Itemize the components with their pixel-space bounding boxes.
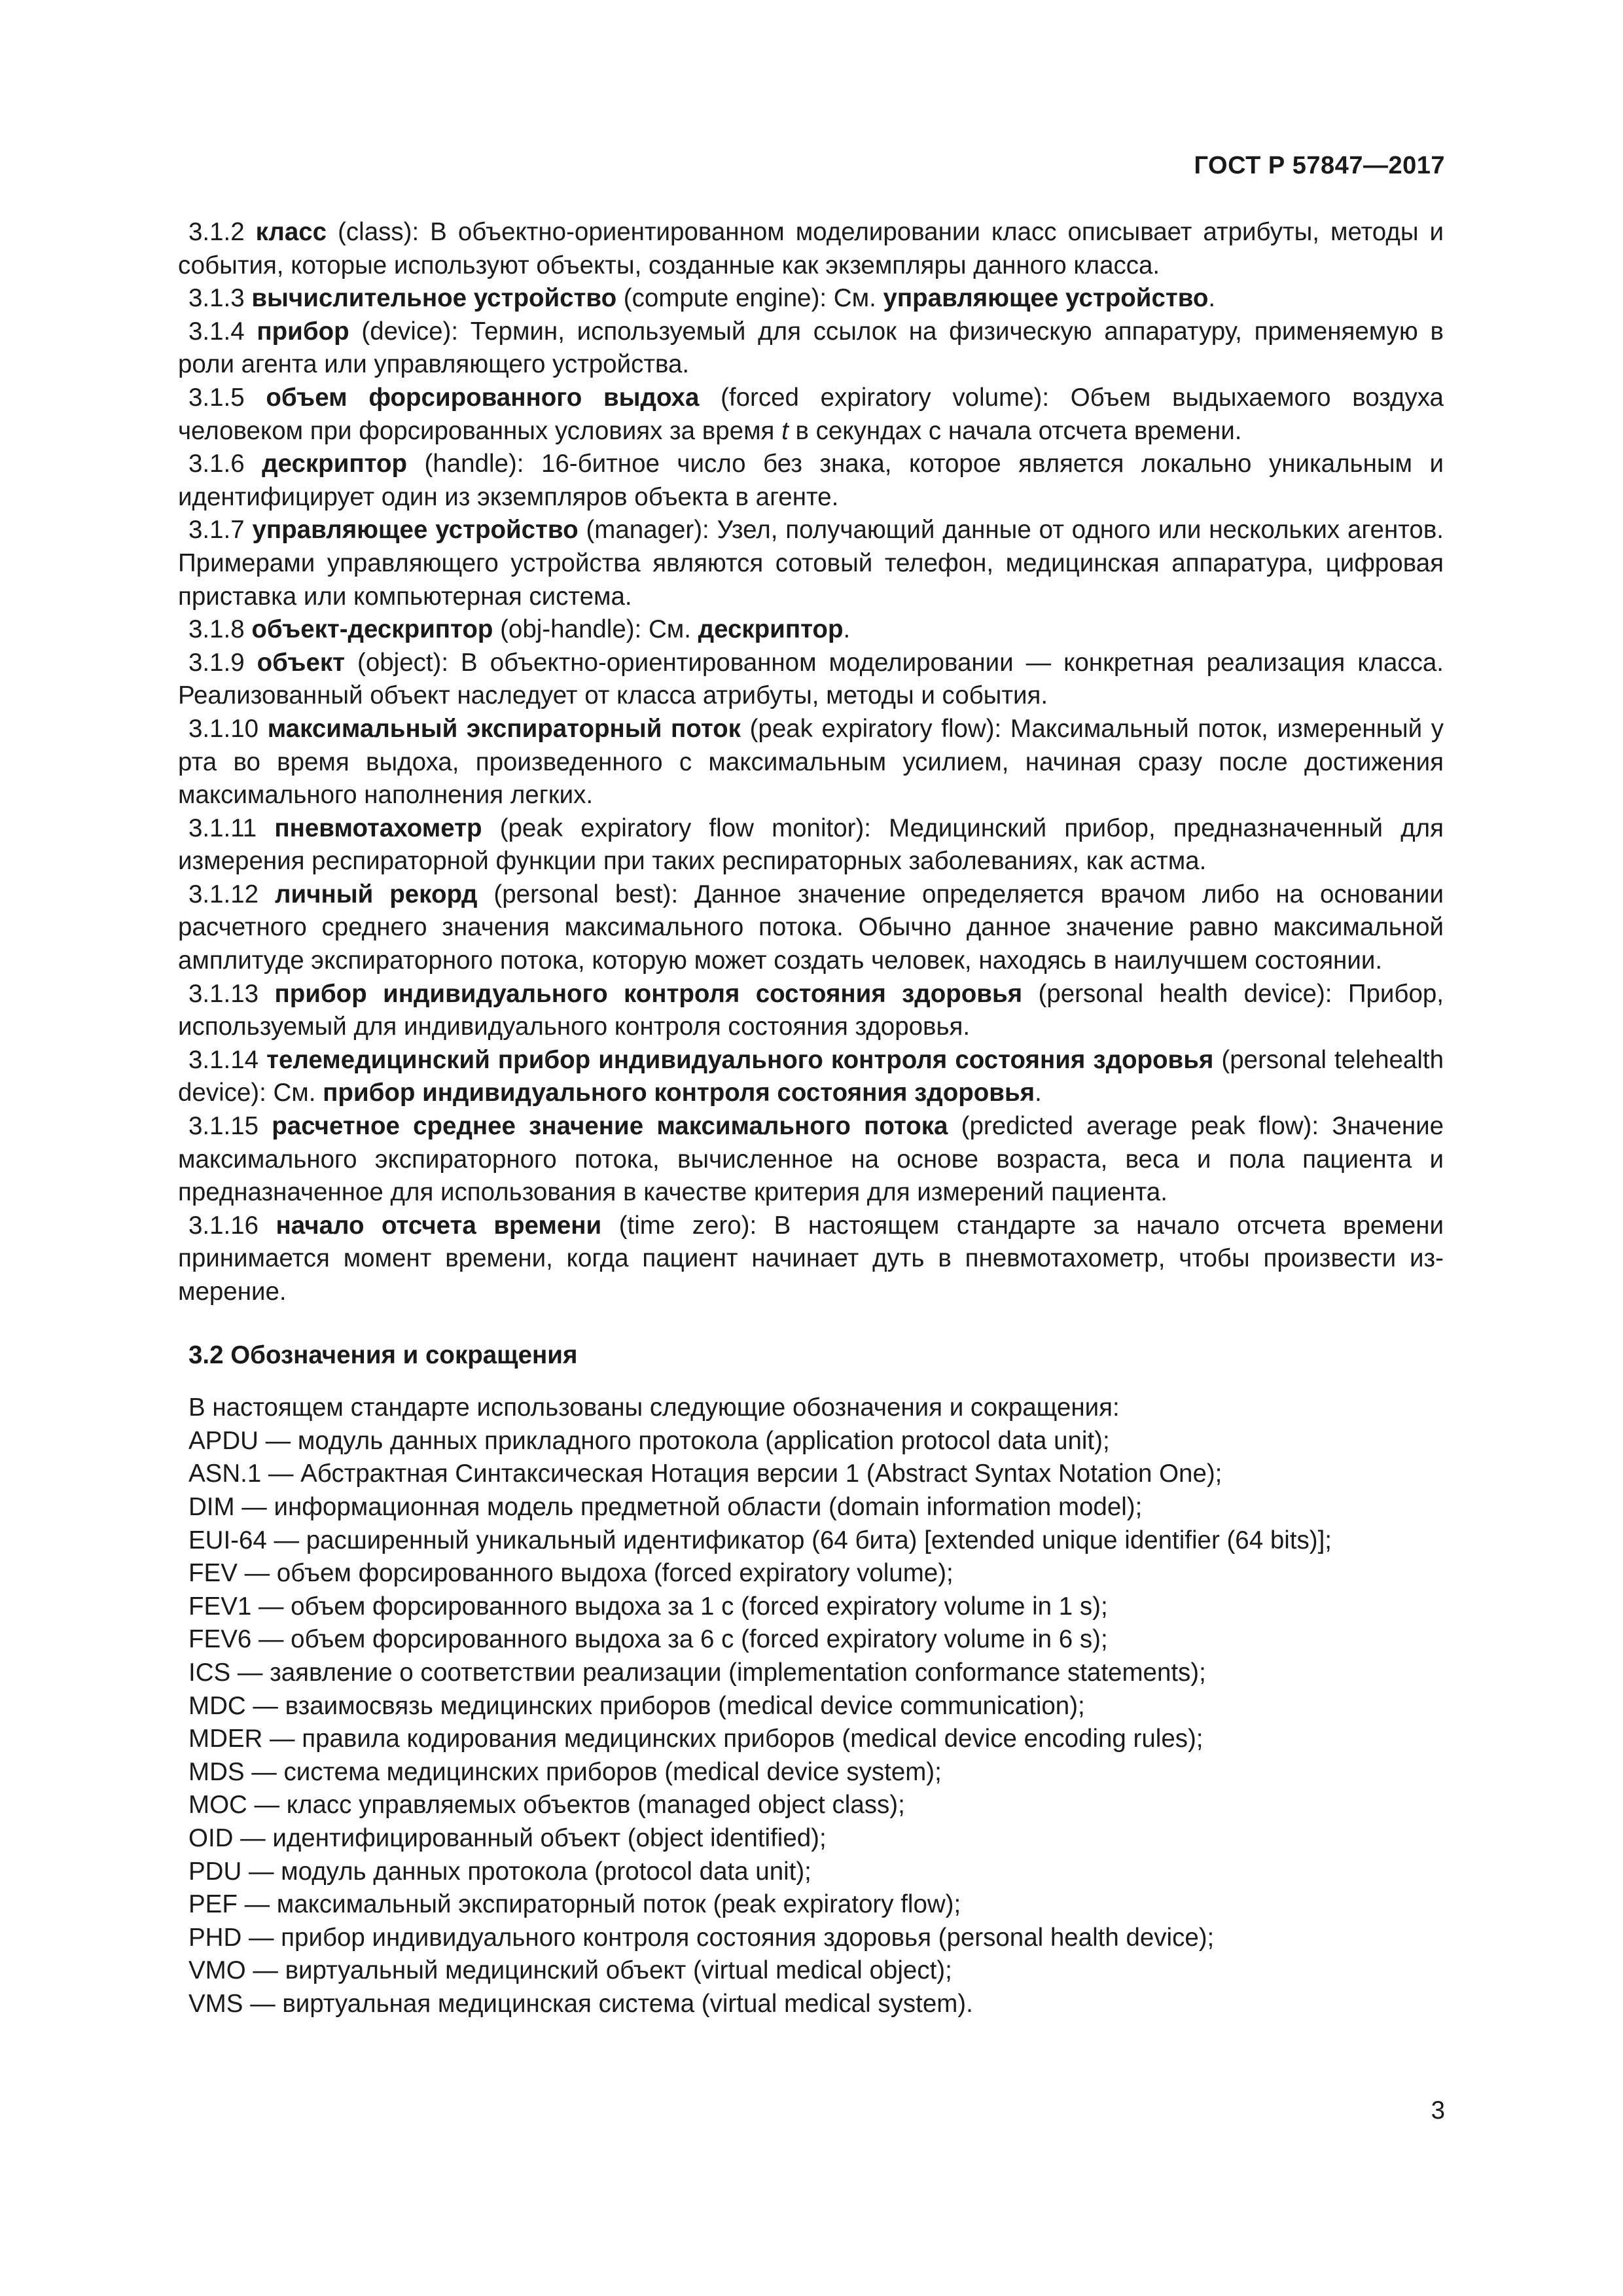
definition-item — [178, 448, 1444, 514]
definition-text: (personal health device): Прибор, используемый для индивидуального контроля состояния здоровья. — [178, 979, 1444, 1041]
definition-item — [178, 812, 1444, 878]
definition-tail: . — [843, 615, 851, 644]
definition-text: (time zero): В настоящем стандарте за начало отсчета времени принимается момент времени, когда пациент начинает дуть в пневмотахометр, чтобы произвести измерение. — [178, 1211, 1444, 1306]
definition-term: начало отсчета времени — [276, 1211, 602, 1240]
section-heading: 3.2 Обозначения и сокращения — [188, 1340, 578, 1369]
definition-term: объект — [257, 648, 346, 677]
abbreviation-item: EUI-64 — расширенный уникальный идентификатор (64 бита) [extended unique identifier (64 bits)]; — [188, 1526, 1332, 1554]
definition-term: объект-дескриптор — [251, 615, 493, 644]
definition-term: телемедицинский прибор индивидуального контроля состояния здоровья — [266, 1045, 1214, 1074]
definition-number: 3.1.10 — [188, 714, 259, 743]
definition-text: (forced expiratory volume): Объем выдыхаемого воздуха человеком при форсированных условиях за время — [178, 383, 1444, 445]
definition-tail: . — [1035, 1079, 1042, 1107]
definition-reference: управляющее устройство — [883, 284, 1209, 313]
definition-item — [178, 713, 1444, 812]
definition-item — [178, 282, 1444, 315]
definition-term: расчетное среднее значение максимального потока — [272, 1112, 948, 1141]
definition-item — [178, 514, 1444, 613]
definition-number: 3.1.11 — [188, 814, 257, 842]
definition-number: 3.1.3 — [188, 284, 245, 313]
abbreviation-item: VMO — виртуальный медицинский объект (virtual medical object); — [188, 1956, 952, 1985]
definition-item — [178, 216, 1444, 282]
definition-term: вычислительное устройство — [251, 284, 617, 313]
definition-number: 3.1.5 — [188, 383, 245, 412]
definition-number: 3.1.2 — [188, 218, 245, 246]
definition-item — [178, 315, 1444, 382]
definition-term: объем форсированного выдоха — [266, 383, 700, 412]
definition-number: 3.1.16 — [188, 1211, 259, 1240]
abbreviations-intro: В настоящем стандарте использованы следующие обозначения и сокращения: — [188, 1393, 1120, 1422]
definition-item — [178, 613, 1444, 647]
definition-item — [178, 1210, 1444, 1309]
definition-term: максимальный экспираторный поток — [267, 714, 741, 743]
abbreviation-item: ASN.1 — Абстрактная Синтаксическая Нотация версии 1 (Abstract Syntax Notation One); — [188, 1460, 1222, 1488]
definition-item — [178, 878, 1444, 978]
definition-text: (predicted average peak flow): Значение максимального экспираторного потока, вычисленное на основе возраста, веса и пола пациента и предназначенное для использования в качестве критерия для измерений пациента. — [178, 1112, 1444, 1207]
definition-term: дескриптор — [262, 450, 408, 478]
definition-item — [178, 978, 1444, 1044]
abbreviation-item: MDS — система медицинских приборов (medical device system); — [188, 1757, 942, 1786]
abbreviation-item: MDER — правила кодирования медицинских приборов (medical device encoding rules); — [188, 1725, 1204, 1753]
definition-tail: . — [1208, 284, 1216, 313]
definition-text: (compute engine): См. — [616, 284, 883, 313]
abbreviation-item: MOC — класс управляемых объектов (managed object class); — [188, 1791, 905, 1820]
definition-italic: t — [781, 416, 789, 445]
abbreviation-item: VMS — виртуальная медицинская система (virtual medical system). — [188, 1989, 973, 2018]
page-number: 3 — [1431, 2096, 1445, 2125]
definition-term: личный рекорд — [275, 880, 478, 908]
definition-number: 3.1.15 — [188, 1112, 259, 1141]
definition-text: (device): Термин, используемый для ссылок на физическую аппаратуру, применяемую в роли агента или управляющего устройства. — [178, 317, 1444, 379]
definition-item — [178, 1110, 1444, 1210]
abbreviation-item: FEV6 — объем форсированного выдоха за 6 с (forced expiratory volume in 6 s); — [188, 1625, 1108, 1654]
definition-text: (handle): 16-битное число без знака, которое является локально уникальным и идентифицирует один из экземпляров объекта в агенте. — [178, 450, 1444, 511]
definition-item — [178, 647, 1444, 713]
definition-number: 3.1.6 — [188, 450, 245, 478]
definition-text: (obj-handle): См. — [493, 615, 698, 644]
definition-text: (manager): Узел, получающий данные от одного или нескольких агентов. Примерами управляющего устройства являются сотовый телефон, медицинская аппаратура, цифровая приставка или компьютерная система. — [178, 516, 1444, 611]
definition-term: пневмотахометр — [274, 814, 482, 842]
definition-text: (peak expiratory flow): Максимальный поток, измеренный у рта во время выдоха, произведенного с максимальным усилием, начиная сразу после достижения максимального наполнения легких. — [178, 714, 1444, 810]
definition-number: 3.1.12 — [188, 880, 259, 908]
definition-term: прибор индивидуального контроля состояния здоровья — [274, 979, 1023, 1008]
abbreviation-item: PEF — максимальный экспираторный поток (peak expiratory flow); — [188, 1890, 961, 1919]
definition-number: 3.1.14 — [188, 1045, 259, 1074]
definition-term: прибор — [257, 317, 349, 346]
abbreviations-list — [178, 1425, 1444, 2021]
abbreviation-item: FEV1 — объем форсированного выдоха за 1 с (forced expiratory volume in 1 s); — [188, 1592, 1108, 1621]
definition-number: 3.1.7 — [188, 516, 245, 545]
definitions-list — [178, 216, 1444, 1309]
document-id-header: ГОСТ Р 57847—2017 — [1194, 152, 1445, 179]
abbreviation-item: PHD — прибор индивидуального контроля состояния здоровья (personal health device); — [188, 1923, 1215, 1952]
definition-number: 3.1.4 — [188, 317, 245, 346]
definition-number: 3.1.13 — [188, 979, 259, 1008]
abbreviation-item: FEV — объем форсированного выдоха (forced expiratory volume); — [188, 1559, 954, 1588]
definition-text: (object): В объектно-ориентированном моделировании — конкретная реализация класса. Реализованный объект наследует от класса атрибуты, методы и события. — [178, 648, 1444, 710]
abbreviation-item: MDC — взаимосвязь медицинских приборов (medical device communication); — [188, 1691, 1085, 1720]
abbreviation-item: ICS — заявление о соответствии реализации (implementation conformance statements); — [188, 1658, 1206, 1687]
abbreviation-item: OID — идентифицированный объект (object identified); — [188, 1823, 827, 1852]
definition-text: (personal telehealth device): См. — [178, 1045, 1444, 1107]
definition-item — [178, 382, 1444, 448]
definition-term: управляющее устройство — [252, 516, 579, 545]
definition-number: 3.1.8 — [188, 615, 245, 644]
document-body — [178, 216, 1444, 2020]
definition-text: (personal best): Данное значение определяется врачом либо на основании расчетного среднего значения максимального потока. Обычно данное значение равно максимальной амплитуде экспираторного потока, которую может создать человек, находясь в наилучшем состоянии. — [178, 880, 1444, 975]
definition-reference: дескриптор — [698, 615, 844, 644]
definition-term: класс — [255, 218, 327, 246]
definition-item — [178, 1044, 1444, 1110]
definition-text: (class): В объектно-ориентированном моделировании класс описывает атрибуты, методы и события, которые используют объекты, созданные как экземпляры данного класса. — [178, 218, 1444, 279]
definition-text: (peak expiratory flow monitor): Медицинский прибор, предназначенный для измерения респираторной функции при таких респираторных заболеваниях, как астма. — [178, 814, 1444, 876]
abbreviation-item: APDU — модуль данных прикладного протокола (application protocol data unit); — [188, 1426, 1110, 1455]
definition-tail: в секундах с начала отсчета времени. — [788, 416, 1242, 445]
abbreviation-item: DIM — информационная модель предметной области (domain information model); — [188, 1492, 1143, 1521]
definition-number: 3.1.9 — [188, 648, 245, 677]
definition-reference: прибор индивидуального контроля состояния здоровья — [323, 1079, 1035, 1107]
abbreviation-item: PDU — модуль данных протокола (protocol data unit); — [188, 1857, 812, 1886]
